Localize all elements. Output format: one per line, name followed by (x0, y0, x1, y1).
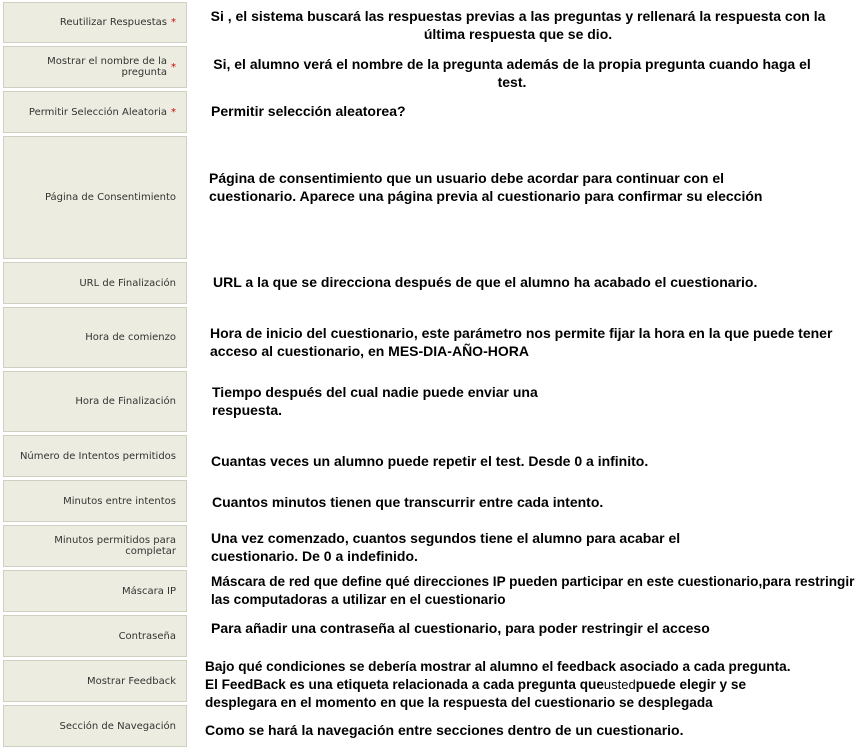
row-label: Máscara IP (122, 585, 176, 597)
desc-reutilizar-respuestas: Si , el sistema buscará las respuestas previas a las preguntas y rellenará la respuesta con la última respuesta que se dio. (210, 8, 826, 42)
label-url-finalizacion (3, 262, 187, 304)
row-label: Mostrar Feedback (86, 675, 176, 687)
desc-hora-finalizacion: Tiempo después del cual nadie puede enviar una respuesta. (212, 384, 538, 418)
desc-hora-comienzo: Hora de inicio del cuestionario, este parámetro nos permite fijar la hora en la que puede tener acceso al cuestionario, en MES-DIA-AÑO-HORA (210, 325, 833, 359)
desc-mostrar-nombre-pregunta: Si, el alumno verá el nombre de la pregunta además de la propia pregunta cuando haga el test. (213, 56, 811, 90)
label-reutilizar-respuestas (3, 2, 187, 43)
label-numero-intentos (3, 435, 187, 477)
row-label: Minutos permitidos para completar (54, 535, 176, 557)
label-minutos-entre-intentos (3, 480, 187, 522)
required-mark: * (171, 61, 176, 73)
row-label: Hora de comienzo (85, 332, 176, 343)
label-hora-finalizacion (3, 371, 187, 432)
label-contrasena (3, 615, 187, 657)
feedback-line-3: desplegara en el momento en que la respuesta del cuestionario se desplegada (205, 695, 713, 710)
desc-numero-intentos: Cuantas veces un alumno puede repetir el test. Desde 0 a infinito. (211, 453, 649, 469)
desc-minutos-permitidos: Una vez comenzado, cuantos segundos tiene el alumno para acabar el cuestionario. De 0 a indefinido. (211, 530, 681, 564)
row-label: Reutilizar Respuestas (59, 17, 167, 28)
row-label: Minutos entre intentos (63, 495, 176, 507)
required-mark: * (171, 17, 176, 28)
label-mostrar-nombre-pregunta (3, 46, 187, 88)
feedback-line-2: El FeedBack es una etiqueta relacionada a cada pregunta queustedpuede elegir y se (205, 677, 747, 692)
row-label: Contraseña (118, 630, 176, 642)
label-minutos-permitidos (3, 525, 187, 567)
label-pagina-consentimiento (3, 136, 187, 259)
desc-pagina-consentimiento: Página de consentimiento que un usuario debe acordar para continuar con el cuestionario. Aparece una página previa al cuestionario para confirmar su elección (209, 170, 763, 204)
row-label: Hora de Finalización (75, 396, 176, 407)
row-label: Mostrar el nombre de la pregunta (47, 56, 167, 78)
label-seccion-navegacion (3, 705, 187, 747)
desc-seccion-navegacion: Como se hará la navegación entre secciones dentro de un cuestionario. (205, 722, 684, 738)
desc-contrasena: Para añadir una contraseña al cuestionario, para poder restringir el acceso (211, 620, 710, 636)
row-label: URL de Finalización (79, 277, 176, 289)
row-label: Página de Consentimiento (44, 192, 176, 203)
label-mostrar-feedback (3, 660, 187, 702)
row-label: Permitir Selección Aleatoria (28, 106, 167, 118)
feedback-line-1: Bajo qué condiciones se debería mostrar al alumno el feedback asociado a cada pregunta. (205, 659, 791, 674)
label-mascara-ip (3, 570, 187, 612)
desc-permitir-seleccion-aleatoria: Permitir selección aleatorea? (211, 103, 406, 119)
label-hora-comienzo (3, 307, 187, 368)
row-label: Sección de Navegación (59, 720, 176, 732)
desc-mostrar-feedback (205, 658, 857, 712)
desc-mascara-ip: Máscara de red que define qué direcciones IP pueden participar en este cuestionario,para restringir las computadoras a utilizar en el cuestionario (211, 574, 855, 607)
row-label: Número de Intentos permitidos (19, 450, 176, 462)
desc-url-finalizacion: URL a la que se direcciona después de que el alumno ha acabado el cuestionario. (213, 274, 758, 290)
label-permitir-seleccion-aleatoria (3, 91, 187, 133)
desc-minutos-entre-intentos: Cuantos minutos tienen que transcurrir entre cada intento. (212, 494, 604, 510)
required-mark: * (171, 106, 176, 118)
